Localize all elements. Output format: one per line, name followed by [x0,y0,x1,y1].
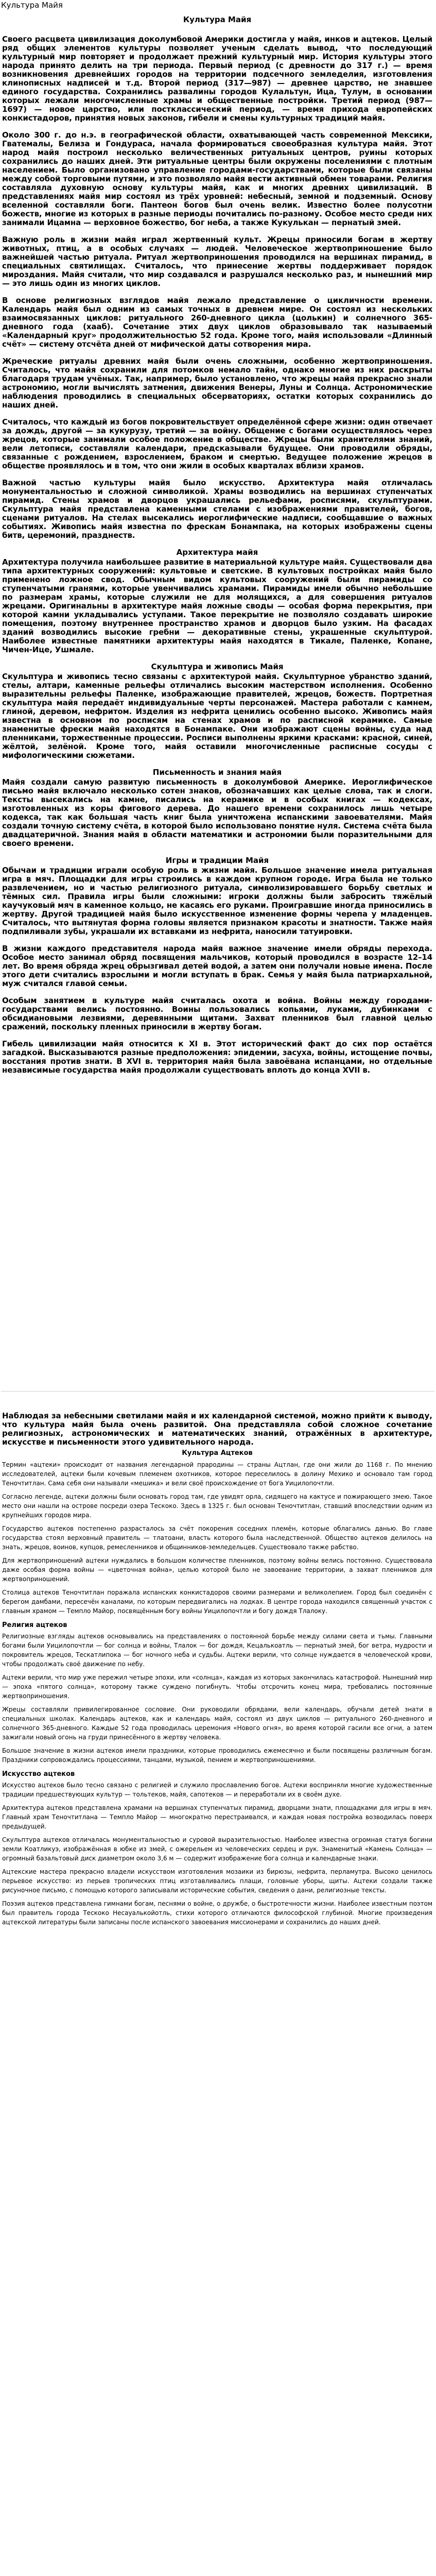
maya-paragraph: Архитектура получила наибольшее развитие в материальной культуре майя. Существовали два типа архитектурных сооружений: культовые и светские. В культовых постройках майя было применено ложное свод. Обычным видом культовых сооружений были пирамиды со ступенчатыми гранями, которые увенчивались храмами. Пирамиды имели обычно небольшие по размерам храмы, которые служили не для молящихся, а для совершения ритуалов жрецами. Оригинальны в архитектуре майя ложные своды — особая форма перекрытия, при которой камни укладывались уступами. Такое перекрытие не позволяло создавать широкие помещения, поэтому внутреннее пространство храмов и дворцов было узким. На фасадах зданий возводились высокие гребни — декоративные стены, украшенные скульптурой. Наиболее известные памятники архитектуры майя находятся в Тикале, Паленке, Копане, Чичен-Ице, Ушмале. [2,557,432,654]
maya-paragraph: Скульптура и живопись тесно связаны с архитектурой майя. Скульптурное убранство зданий, стелы, алтари, каменные рельефы отличались высоким мастерством исполнения. Особенно выразительны рельефы Паленке, изображающие правителей, жрецов, божеств. Портретная скульптура майя передаёт индивидуальные черты персонажей. Мастера работали с камнем, глиной, деревом, нефритом. Изделия из нефрита ценились особенно высоко. Живопись майя известна в основном по росписям на стенах храмов и по расписной керамике. Самые знаменитые фрески майя находятся в Бонампаке. Они изображают сцены войны, суда над пленниками, торжественные процессии. Росписи выполнены яркими красками: красной, синей, жёлтой, зелёной. Кроме того, майя оставили многочисленные расписные сосуды с мифологическими сюжетами. [2,672,432,760]
aztec-art-heading: Искусство ацтеков [2,1770,75,1778]
section-divider [1,1391,434,1392]
transition-paragraph: Наблюдая за небесными светилами майя и их календарной системой, можно прийти к выводу, что культура майя была очень развитой. Она представляла собой сложное сочетание религиозных, астрономических и математических знаний, отражённых в архитектуре, искусстве и письменности этого удивительного народа. [2,1411,432,1447]
maya-paragraph: Гибель цивилизации майя относится к XI в. Этот исторический факт до сих пор остаётся загадкой. Высказываются разные предположения: эпидемии, засуха, войны, истощение почвы, восстания против знати. В XVI в. территория майя была завоёвана испанцами, но отдельные независимые государства майя продолжали существовать вплоть до конца XVII в. [2,1039,432,1075]
aztec-paragraph: Архитектура ацтеков представлена храмами на вершинах ступенчатых пирамид, дворцами знати, площадками для игры в мяч. Главный храм Теночтитлана — Темпло Майор — многократно перестраивался, и каждая новая постройка возводилась поверх предыдущей. [2,1804,432,1830]
maya-paragraph: Своего расцвета цивилизация доколумбовой Америки достигла у майя, инков и ацтеков. Целый ряд общих элементов культуры позволяет ученым сделать вывод, что последующий культурный мир повторяет и продолжает прежний культурный мир. История культуры этого народа принято делить на три периода. Первый период (с древности до 317 г.) — время возникновения древнейших городов на территории подсечного земледелия, изготовления клинописных надписей и т.д. Второй период (317—987) — древнее царство, не знавшее единого государства. Сохранились развалины городов Кулальтун, Ица, Тулум, в основании которых лежали многочисленные храмы и общественные постройки. Третий период (987—1697) — новое царство, или постклассический период, — время прихода европейских конкистадоров, принятия новых законов, гибели и смены культурных традиций майя. [2,35,432,123]
maya-paragraph: Важной частью культуры майя было искусство. Архитектура майя отличалась монументальностью и сложной символикой. Храмы возводились на вершинах ступенчатых пирамид. Стены храмов и дворцов украшались рельефами, росписями, скульптурами. Скульптура майя представлена каменными стелами с изображениями правителей, богов, сценами ритуалов. На стелах высекались иероглифические надписи, сообщавшие о важных событиях. Живопись майя известна по фрескам Бонампака, на которых изображены сцены битв, церемоний, празднеств. [2,478,432,540]
maya-subheading-traditions: Игры и традиции Майя [165,856,269,865]
maya-paragraph: Особым занятием в культуре майя считалась охота и война. Войны между городами-государствами велись постоянно. Воины пользовались копьями, луками, дубинками с обсидиановыми лезвиями, деревянными щитами. Захват пленников был главной целью сражений, поскольку пленных приносили в жертву богам. [2,996,432,1031]
maya-heading: Культура Майя [183,15,252,24]
aztec-paragraph: Согласно легенде, ацтеки должны были основать город там, где увидят орла, сидящего на кактусе и пожирающего змею. Такое место они нашли на острове посреди озера Тескоко. Здесь в 1325 г. был основан Теночтитлан, ставший впоследствии одним из крупнейших городов мира. [2,1493,432,1519]
aztec-paragraph: Искусство ацтеков было тесно связано с религией и служило прославлению богов. Ацтеки восприняли многие художественные традиции предшествующих культур — тольтеков, майя, сапотеков — и переработали их в своём духе. [2,1782,432,1798]
maya-paragraph: Важную роль в жизни майя играл жертвенный культ. Жрецы приносили богам в жертву животных, птиц, а в особых случаях — людей. Человеческое жертвоприношение было важнейшей частью ритуала. Ритуал жертвоприношения проводился на вершинах пирамид, в специальных святилищах. Считалось, что принесение жертвы поддерживает порядок мироздания. Майя считали, что мир создавался и разрушался несколько раз, и нынешний мир — это лишь один из многих циклов. [2,235,432,288]
maya-section [2,14,432,1083]
maya-paragraph: Майя создали самую развитую письменность в доколумбовой Америке. Иероглифическое письмо майя включало несколько сотен знаков, обозначавших как целые слова, так и слоги. Тексты высекались на камне, писались на керамике и в особых книгах — кодексах, изготовленных из коры фигового дерева. До нашего времени сохранилось лишь четыре кодекса, так как большая часть книг была уничтожена испанскими завоевателями. Майя создали точную систему счёта, в которой было использовано понятие нуля. Система счёта была двадцатеричной. Знания майя в области математики и астрономии были поразительными для своего времени. [2,777,432,848]
aztec-paragraph: Ацтекские мастера прекрасно владели искусством изготовления мозаики из бирюзы, нефрита, перламутра. Высоко ценилось перьевое искусство: из перьев тропических птиц изготавливались плащи, головные уборы, щиты. Ацтеки создали также рисуночное письмо, с помощью которого записывали исторические события, сведения о дани, религиозные тексты. [2,1868,432,1894]
aztec-paragraph: Столица ацтеков Теночтитлан поражала испанских конкистадоров своими размерами и великолепием. Город был соединён с берегом дамбами, пересечён каналами, по которым передвигались на лодках. В центре города находился священный участок с главным храмом — Темпло Майор, посвящённым богу войны Уицилопочтли и богу дождя Тлалоку. [2,1589,432,1615]
maya-subheading-sculpture: Скульптура и живопись Майя [151,662,284,671]
maya-paragraph: Считалось, что каждый из богов покровительствует определённой сфере жизни: один отвечает за дождь, другой — за кукурузу, третий — за войну. Общение с богами осуществлялось через жрецов, которые занимали особое положение в обществе. Жрецы были хранителями знаний, вели летописи, составляли календари, предсказывали будущее. Они проводили обряды, связанные с рождением, взрослением, браком и смертью. Ведущее положение жрецов в обществе проявлялось и в том, что они жили в особых кварталах вблизи храмов. [2,417,432,470]
aztec-paragraph: Государство ацтеков постепенно разрасталось за счёт покорения соседних племён, которые облагались данью. Во главе государства стоял верховный правитель — тлатоани, власть которого была наследственной. Общество ацтеков делилось на знать, жрецов, воинов, купцов, ремесленников и общинников-земледельцев. Существовало также рабство. [2,1525,432,1551]
maya-subheading-writing: Письменность и знания майя [152,768,282,777]
aztec-paragraph: Поэзия ацтеков представлена гимнами богам, песнями о войне, о дружбе, о быстротечности жизни. Наиболее известным поэтом был правитель города Тескоко Несауалькойотль, стихи которого отличаются философской глубиной. Многие произведения ацтекской литературы были записаны после испанского завоевания миссионерами и сохранились до наших дней. [2,1900,432,1926]
aztec-paragraph: Для жертвоприношений ацтеки нуждались в большом количестве пленников, поэтому войны велись постоянно. Существовала даже особая форма войны — «цветочная война», целью которой было не завоевание территории, а захват пленников для жертвоприношений. [2,1557,432,1583]
maya-subheading-architecture: Архитектура майя [176,548,258,557]
aztec-section [2,1412,432,1931]
document-title: Культура Майя [1,1,63,10]
aztec-religion-heading: Религия ацтеков [2,1621,67,1629]
aztec-paragraph: Ацтеки верили, что мир уже пережил четыре эпохи, или «солнца», каждая из которых закончилась катастрофой. Нынешний мир — эпоха «пятого солнца», которому также суждено погибнуть. Чтобы отсрочить конец мира, требовались постоянные жертвоприношения. [2,1674,432,1700]
maya-paragraph: Обычаи и традиции играли особую роль в жизни майя. Большое значение имела ритуальная игра в мяч. Площадки для игры строились в каждом крупном городе. Игра была не только развлечением, но и частью религиозного ритуала, символизировавшего борьбу светлых и тёмных сил. Правила игры были сложными: игроки должны были забросить тяжёлый каучуковый мяч в каменное кольцо, не касаясь его руками. Проигравшие иногда приносились в жертву. Другой традицией майя было искусственное изменение формы черепа у младенцев. Считалось, что вытянутая форма головы является признаком красоты и знатности. Также майя подпиливали зубы, украшали их вставками из нефрита, наносили татуировки. [2,866,432,936]
aztec-paragraph: Скульптура ацтеков отличалась монументальностью и суровой выразительностью. Наиболее известна огромная статуя богини земли Коатликуэ, изображённая в юбке из змей, с ожерельем из человеческих сердец и рук. Знаменитый «Камень Солнца» — огромный базальтовый диск диаметром около 3,6 м — содержит изображение бога солнца и календарные знаки. [2,1836,432,1862]
maya-paragraph: В жизни каждого представителя народа майя важное значение имели обряды перехода. Особое место занимал обряд посвящения мальчиков, который проводился в возрасте 12–14 лет. Во время обряда жрец обрызгивал детей водой, а затем они получали новые имена. После этого дети считались взрослыми и могли вступать в брак. Семья у майя была патриархальной, муж считался главой семьи. [2,944,432,988]
aztec-paragraph: Жрецы составляли привилегированное сословие. Они руководили обрядами, вели календарь, обучали детей знати в специальных школах. Календарь ацтеков, как и календарь майя, состоял из двух циклов — ритуального 260-дневного и солнечного 365-дневного. Каждые 52 года проводилась церемония «Нового огня», во время которой гасили все огни, а затем зажигали новый огонь на груди принесённого в жертву человека. [2,1706,432,1741]
aztec-paragraph: Большое значение в жизни ацтеков имели праздники, которые проводились ежемесячно и были посвящены различным богам. Праздники сопровождались процессиями, танцами, музыкой, пением и жертвоприношениями. [2,1747,432,1764]
aztec-paragraph: Термин «ацтеки» происходит от названия легендарной прародины — страны Ацтлан, где они жили до 1168 г. По мнению исследователей, ацтеки были кочевым племенем охотников, которое переселилось в долину Мехико и основало там город Теночтитлан. Сама себя они называли «мешика» и вели своё происхождение от бога Уицилопочтли. [2,1461,432,1487]
maya-paragraph: В основе религиозных взглядов майя лежало представление о цикличности времени. Календарь майя был одним из самых точных в древнем мире. Он состоял из нескольких взаимосвязанных циклов: ритуального 260-дневного цикла (цолькин) и солнечного 365-дневного года (хааб). Сочетание этих двух циклов образовывало так называемый «Календарный круг» продолжительностью 52 года. Кроме того, майя использовали «Длинный счёт» — систему отсчёта дней от мифической даты сотворения мира. [2,296,432,349]
maya-paragraph: Жреческие ритуалы древних майя были очень сложными, особенно жертвоприношения. Считалось, что майя сохранили для потомков немало тайн, однако многие из них раскрыты благодаря трудам учёных. Так, например, было установлено, что жрецы майя прекрасно знали астрономию, могли вычислять затмения, движения Венеры, Луны и Солнца. Астрономические наблюдения проводились в специальных обсерваториях, остатки которых сохранились до наших дней. [2,357,432,410]
aztec-heading: Культура Ацтеков [182,1449,253,1457]
aztec-paragraph: Религиозные взгляды ацтеков основывались на представлениях о постоянной борьбе между силами света и тьмы. Главными богами были Уицилопочтли — бог солнца и войны, Тлалок — бог дождя, Кецалькоатль — пернатый змей, бог ветра, мудрости и покровитель жрецов, Тескатлипока — бог ночного неба и судьбы. Ацтеки верили, что солнце нуждается в человеческой крови, чтобы продолжать своё движение по небу. [2,1633,432,1668]
maya-paragraph: Около 300 г. до н.э. в географической области, охватывающей часть современной Мексики, Гватемалы, Белиза и Гондураса, начала формироваться своеобразная культура майя. Этот народ майя построил несколько величественных ритуальных центров, руины которых сохранились до наших дней. Эти ритуальные центры были окружены поселениями с плотным населением. Было организовано управление городами-государствами, которые были связаны между собой торговыми путями, и это позволяло майя вести активный обмен товарами. Религия составляла духовную основу культуры майя, как и многих древних цивилизаций. В представлениях майя мир состоял из трёх уровней: небесный, земной и подземный. Основу вселенной составляли боги. Пантеон богов был очень велик. Известно более полусотни божеств, многие из которых в разные периоды почитались по-разному. Особое место среди них занимали Ицамна — верховное божество, бог неба, а также Кукулькан — пернатый змей. [2,130,432,227]
